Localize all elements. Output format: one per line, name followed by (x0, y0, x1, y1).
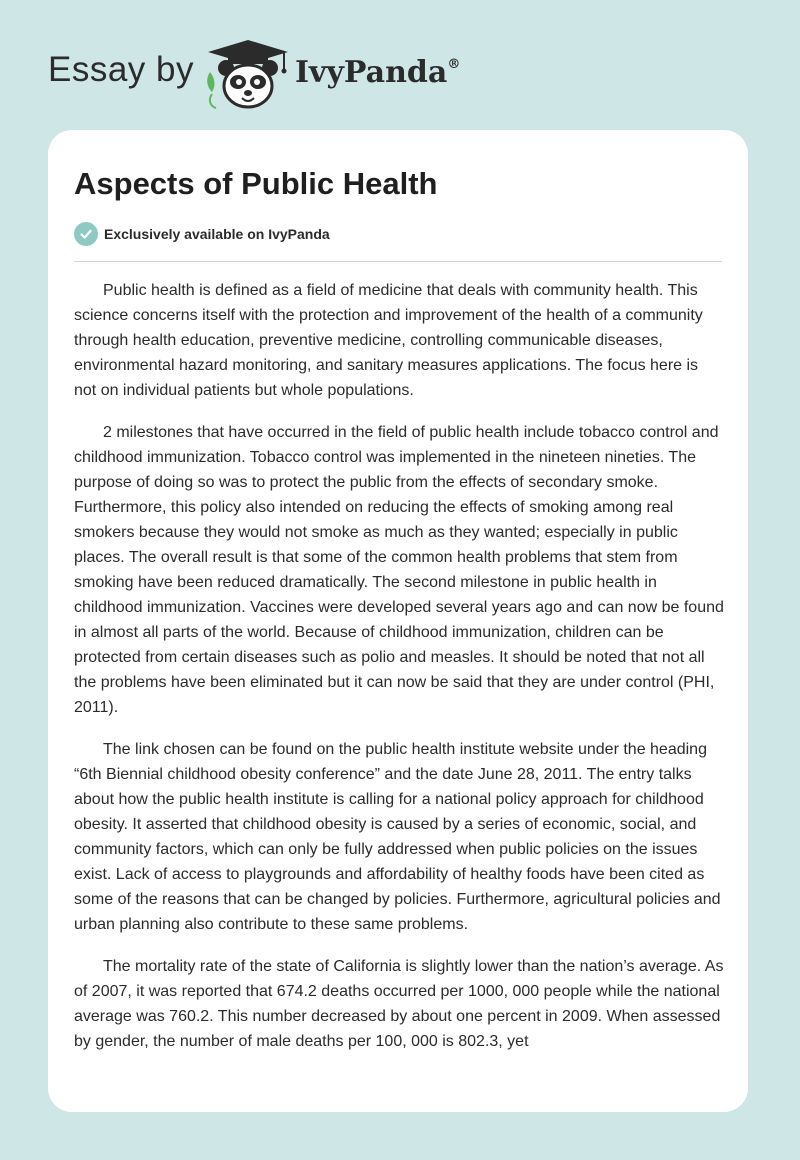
panda-logo-icon[interactable] (200, 38, 292, 110)
paragraph: The link chosen can be found on the public health institute website under the heading “6th Biennial childhood obesity conference” and the date June 28, 2011. The entry talks about how the public health institute is calling for a national policy approach for childhood obesity. It asserted that childhood obesity is caused by a series of economic, social, and community factors, which can only be fully addressed when public policies on the issues exist. Lack of access to playgrounds and affordability of healthy foods have been cited as some of the reasons that can be changed by policies. Furthermore, agricultural policies and urban planning also contribute to these same problems. (74, 741, 721, 933)
brand-prefix: Essay by (48, 50, 194, 89)
check-icon (74, 222, 98, 246)
brand-name[interactable] (295, 55, 460, 90)
paragraph: 2 milestones that have occurred in the field of public health include tobacco control and childhood immunization. Tobacco control was implemented in the nineteen nineties. The purpose of doing so was to protect the public from the effects of secondary smoke. Furthermore, this policy also intended on reducing the effects of smoking among real smokers because they would not smoke as much as they wanted; especially in public places. The overall result is that some of the common health problems that stem from smoking have been reduced dramatically. The second milestone in public health in childhood immunization. Vaccines were developed several years ago and can now be found in almost all parts of the world. Because of childhood immunization, children can be protected from certain diseases such as polio and measles. It should be noted that not all the problems have been eliminated but it can now be said that they are under control (PHI, 2011). (74, 424, 724, 716)
brand-name-text[interactable]: IvyPanda (295, 55, 448, 90)
article-title: Aspects of Public Health (74, 166, 438, 201)
registered-mark: ® (447, 57, 461, 72)
article-body (74, 278, 724, 1071)
paragraph: The mortality rate of the state of California is slightly lower than the nation’s average. As of 2007, it was reported that 674.2 deaths occurred per 1000, 000 people while the national average was 760.2. This number decreased by about one percent in 2009. When assessed by gender, the number of male deaths per 100, 000 is 802.3, yet (74, 958, 724, 1050)
site-header (0, 0, 800, 130)
paragraph: Public health is defined as a field of medicine that deals with community health. This science concerns itself with the protection and improvement of the health of a community through health education, preventive medicine, controlling communicable diseases, environmental hazard monitoring, and sanitary measures applications. The focus here is not on individual patients but whole populations. (74, 282, 703, 399)
exclusive-badge-label: Exclusively available on IvyPanda (104, 226, 330, 242)
exclusive-badge (74, 222, 330, 246)
divider (74, 261, 722, 262)
article-card (48, 130, 748, 1112)
